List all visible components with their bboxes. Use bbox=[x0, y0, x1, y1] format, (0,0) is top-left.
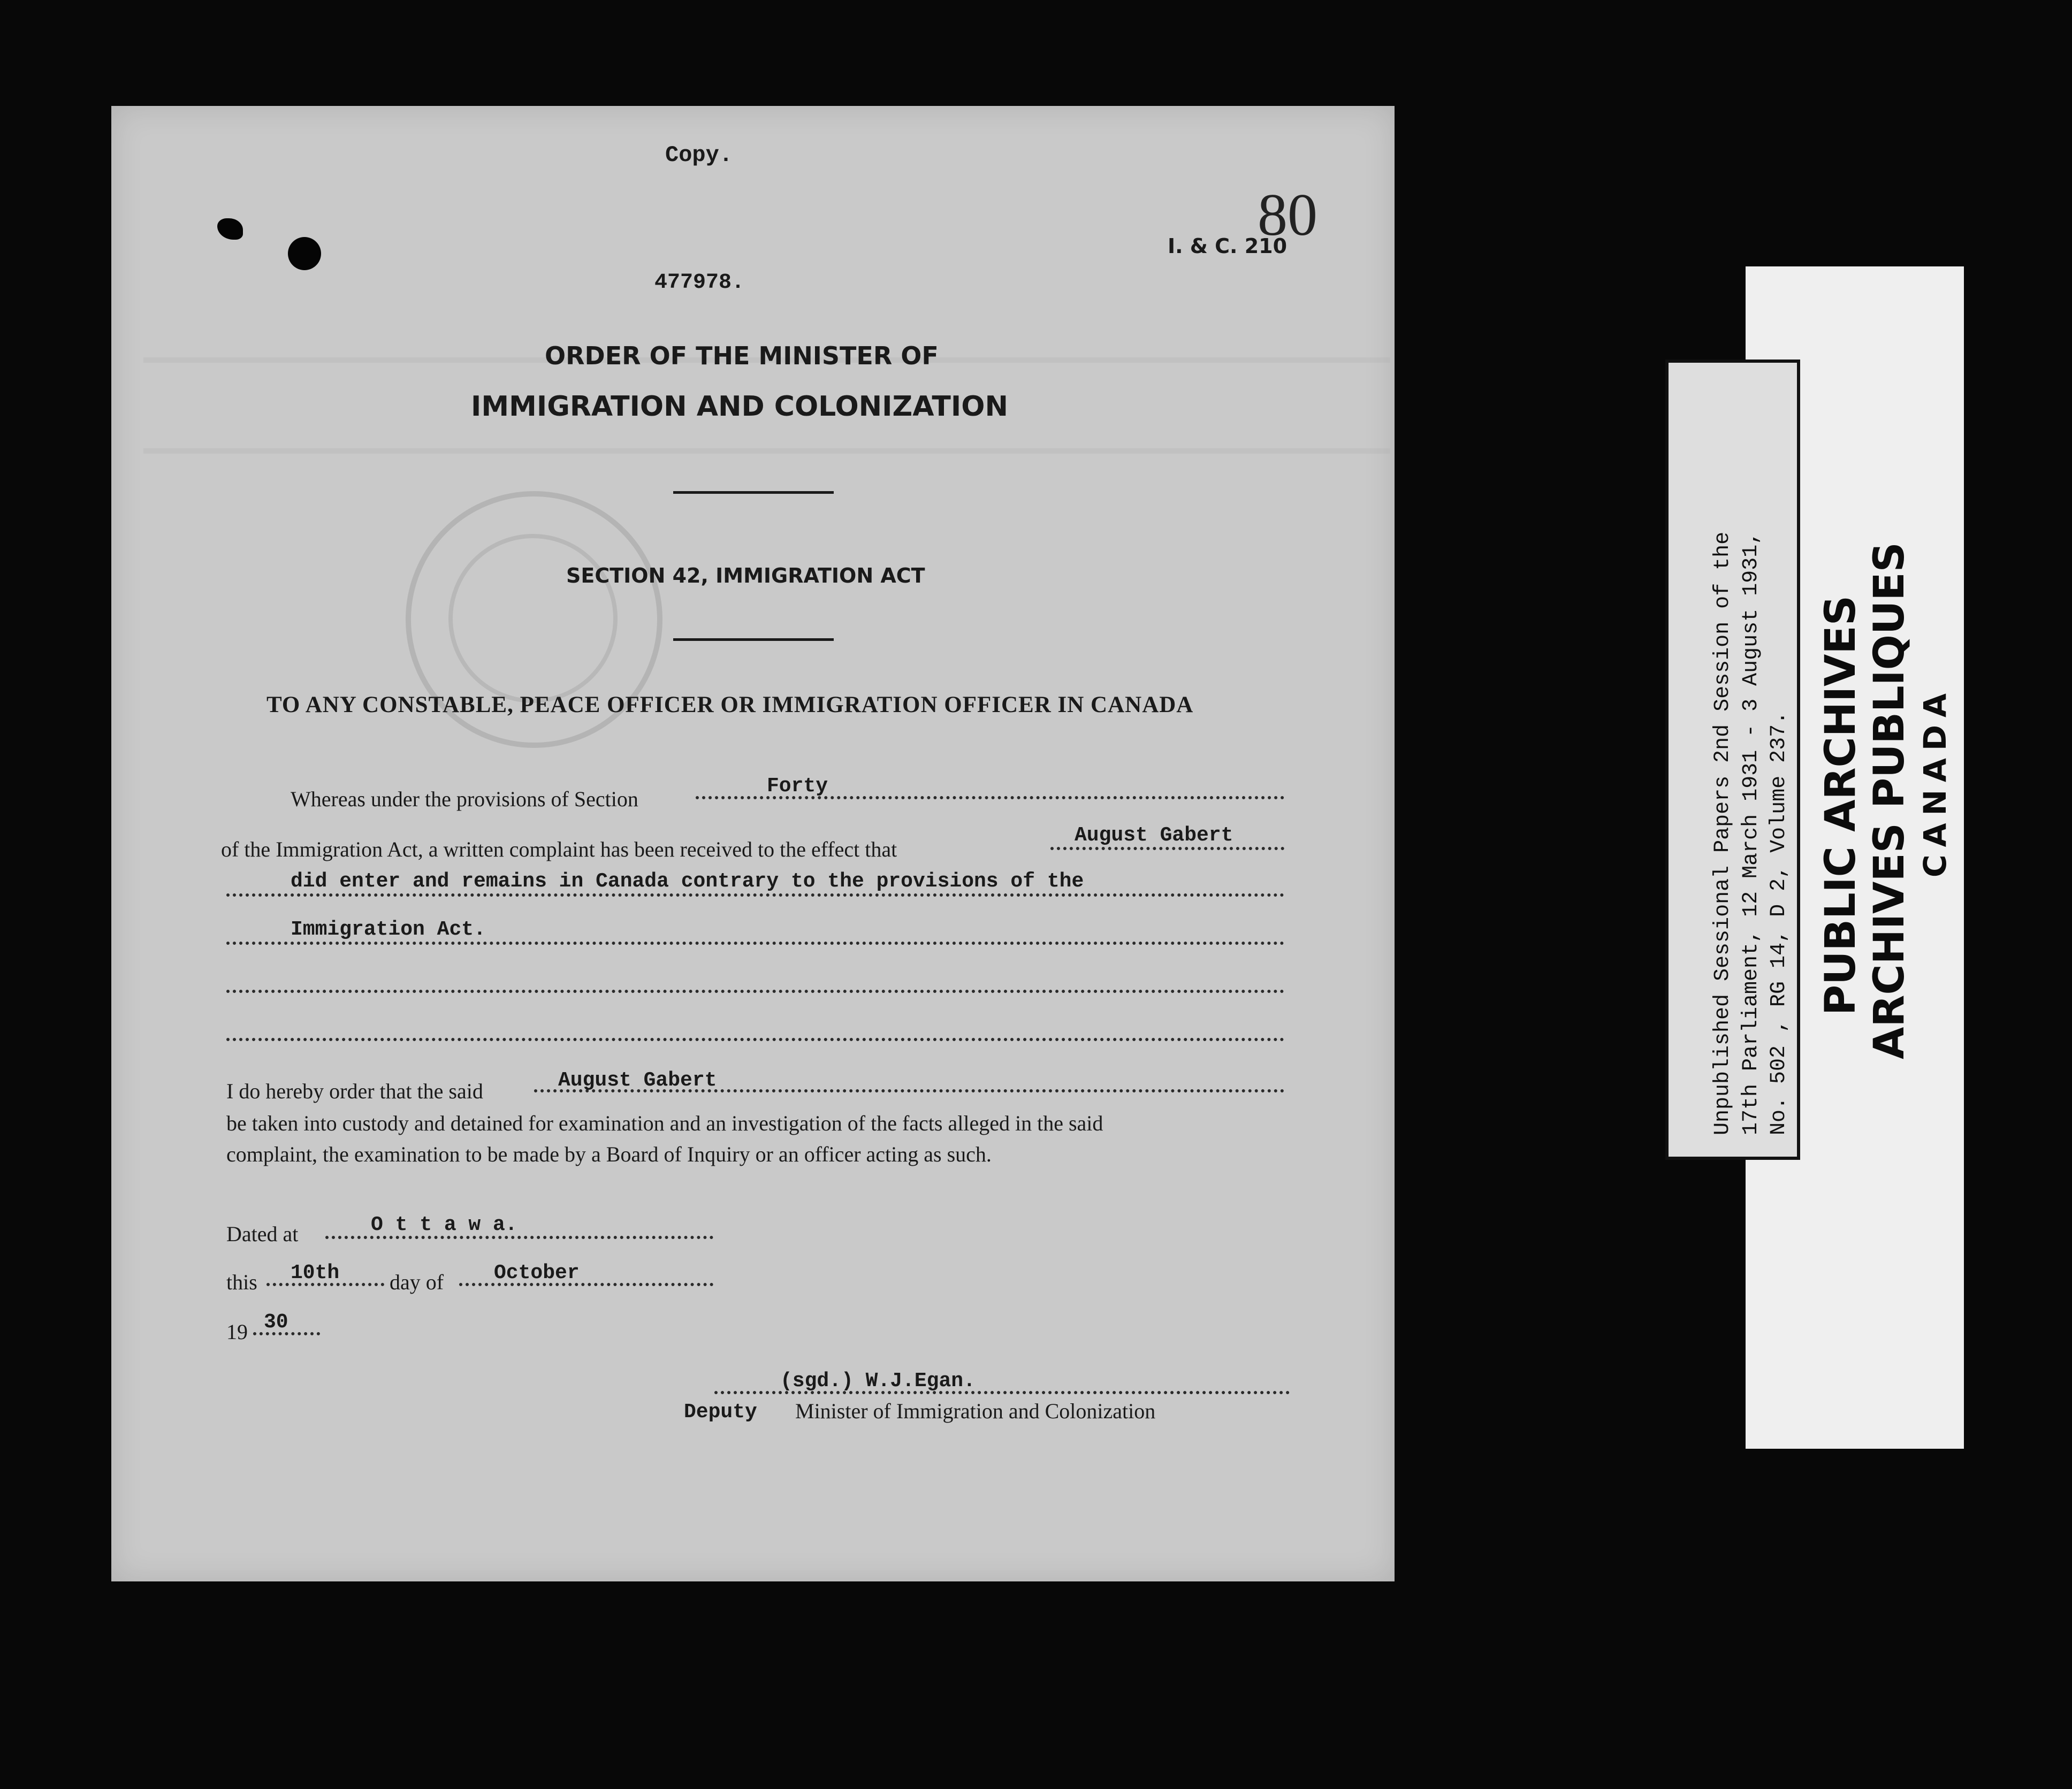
section-heading: SECTION 42, IMMIGRATION ACT bbox=[566, 564, 925, 587]
ink-blot bbox=[217, 218, 243, 240]
fill-line bbox=[226, 1038, 1284, 1041]
this-label: this bbox=[226, 1270, 257, 1294]
complaint-line-2: Immigration Act. bbox=[291, 918, 486, 941]
complainant-name: August Gabert bbox=[1075, 824, 1233, 847]
order-text: I do hereby order that the said bbox=[226, 1079, 483, 1103]
section-value: Forty bbox=[767, 775, 828, 798]
year-prefix: 19 bbox=[226, 1320, 248, 1344]
copy-mark: Copy. bbox=[665, 142, 733, 168]
divider-rule bbox=[673, 638, 834, 641]
file-number: 477978. bbox=[654, 271, 745, 295]
year-suffix: 30 bbox=[264, 1311, 288, 1334]
complaint-text: of the Immigration Act, a written complaint has been received to the effect that bbox=[221, 837, 897, 861]
minister-title: Minister of Immigration and Colonization bbox=[795, 1399, 1156, 1423]
address-line: TO ANY CONSTABLE, PEACE OFFICER OR IMMIGRATION OFFICER IN CANADA bbox=[266, 692, 1194, 717]
fill-line bbox=[226, 893, 1284, 897]
label-line-3: No. 502 , RG 14, D 2, Volume 237. bbox=[1767, 711, 1791, 1135]
divider-rule bbox=[673, 491, 834, 494]
canada-text: CANADA bbox=[1917, 686, 1953, 877]
public-archives-text: PUBLIC ARCHIVES bbox=[1817, 595, 1865, 1015]
archives-publiques-text: ARCHIVES PUBLIQUES bbox=[1865, 542, 1914, 1059]
signature: (sgd.) W.J.Egan. bbox=[780, 1370, 976, 1393]
ordered-name: August Gabert bbox=[558, 1069, 717, 1092]
custody-line-2: complaint, the examination to be made by a Board of Inquiry or an officer acting as such. bbox=[226, 1142, 992, 1166]
label-line-2: 17th Parliament, 12 March 1931 - 3 August 1931, bbox=[1739, 531, 1763, 1135]
fill-line bbox=[1050, 847, 1284, 850]
day-of-label: day of bbox=[390, 1270, 444, 1294]
fill-line bbox=[226, 990, 1284, 993]
dated-place: O t t a w a. bbox=[371, 1213, 517, 1236]
whereas-text: Whereas under the provisions of Section bbox=[291, 787, 638, 811]
fill-line bbox=[226, 942, 1284, 945]
title-line-1: ORDER OF THE MINISTER OF bbox=[545, 341, 939, 370]
dated-label: Dated at bbox=[226, 1222, 299, 1246]
custody-line-1: be taken into custody and detained for examination and an investigation of the facts alleged in the said bbox=[226, 1111, 1103, 1135]
month-value: October bbox=[494, 1262, 580, 1285]
punch-hole bbox=[288, 237, 321, 270]
day-value: 10th bbox=[291, 1262, 340, 1285]
form-code: I. & C. 210 bbox=[1168, 234, 1288, 258]
label-line-1: Unpublished Sessional Papers 2nd Session of the bbox=[1711, 531, 1735, 1135]
deputy-label: Deputy bbox=[684, 1401, 757, 1424]
page-number: 80 bbox=[1258, 182, 1317, 248]
complaint-line-1: did enter and remains in Canada contrary to the provisions of the bbox=[291, 870, 1084, 893]
title-line-2: IMMIGRATION AND COLONIZATION bbox=[471, 391, 1008, 423]
document-page bbox=[111, 106, 1395, 1581]
